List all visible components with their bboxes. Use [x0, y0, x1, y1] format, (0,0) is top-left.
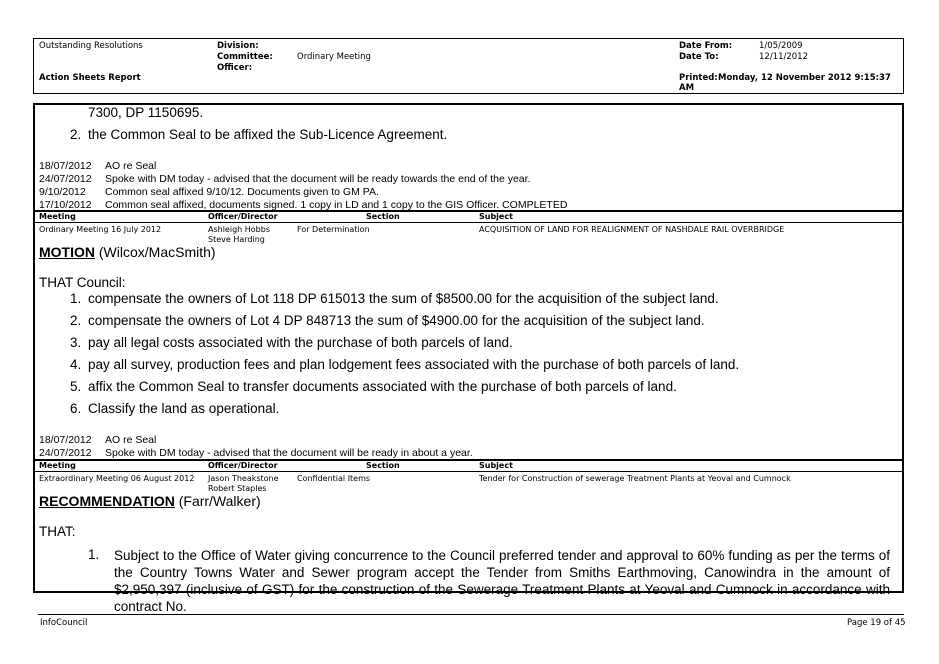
list-item-number: 5.: [70, 379, 82, 394]
note-date: 18/07/2012: [39, 160, 92, 172]
table-header-row: [35, 459, 902, 472]
note-date: 24/07/2012: [39, 447, 92, 459]
committee-label: Committee:: [217, 52, 273, 62]
printed-label: Printed:: [679, 73, 718, 83]
division-label: Division:: [217, 41, 259, 51]
note-text: Spoke with DM today - advised that the document will be ready in about a year.: [105, 447, 473, 459]
list-item: Classify the land as operational.: [88, 401, 280, 416]
subject-cell: ACQUISITION OF LAND FOR REALIGNMENT OF NASHDALE RAIL OVERBRIDGE: [479, 225, 785, 234]
report-header: [33, 38, 904, 94]
note-text: AO re Seal: [105, 160, 157, 172]
note-date: 9/10/2012: [39, 186, 86, 198]
list-item: compensate the owners of Lot 118 DP 615013 the sum of $8500.00 for the acquisition of the subject land.: [88, 291, 719, 306]
note-text: Common seal affixed, documents signed. 1 copy in LD and 1 copy to the GIS Officer. COMPLETED: [105, 199, 568, 211]
column-header-subject: Subject: [479, 461, 513, 470]
carryover-item-number: 2.: [70, 127, 82, 142]
note-text: AO re Seal: [105, 434, 157, 446]
note-date: 17/10/2012: [39, 199, 92, 211]
footer-brand: InfoCouncil: [40, 618, 88, 628]
list-item-number: 6.: [70, 401, 82, 416]
list-item-number: 3.: [70, 335, 82, 350]
column-header-officer: Officer/Director: [208, 461, 278, 470]
list-item: Subject to the Office of Water giving concurrence to the Council preferred tender and approval to 60% funding as per the terms of the Country Towns Water and Sewer program accept the Tender from Smiths Earthmoving, Canowindra in the amount of $2,950,397 (inclusive of GST) for the construction of the Sewerage Treatment Plants at Yeoval and Cumnock in accordance with contract No.: [114, 548, 890, 614]
org-label: Outstanding Resolutions: [39, 41, 143, 51]
motion-heading: [39, 244, 216, 260]
section-cell: For Determination: [297, 225, 370, 234]
committee-value: Ordinary Meeting: [297, 52, 371, 62]
section-cell: Confidential Items: [297, 474, 371, 483]
column-header-section: Section: [366, 461, 400, 470]
motion-heading-label: MOTION: [39, 244, 95, 260]
footer-divider: [38, 614, 904, 615]
recommendation-heading: [39, 493, 261, 509]
carryover-line: 7300, DP 1150695.: [88, 105, 204, 120]
column-header-meeting: Meeting: [39, 212, 76, 221]
recommendation-movers: (Farr/Walker): [174, 493, 261, 509]
note-date: 18/07/2012: [39, 434, 92, 446]
subject-cell: Tender for Construction of sewerage Treatment Plants at Yeoval and Cumnock: [479, 474, 791, 483]
column-header-officer: Officer/Director: [208, 212, 278, 221]
meeting-cell: Extraordinary Meeting 06 August 2012: [39, 474, 195, 483]
list-item-number: 2.: [70, 313, 82, 328]
list-item-number: 4.: [70, 357, 82, 372]
carryover-item-text: the Common Seal to be affixed the Sub-Licence Agreement.: [88, 127, 448, 142]
actions-content: [33, 103, 904, 614]
table-row: [35, 474, 902, 494]
column-header-section: Section: [366, 212, 400, 221]
list-item-number: 1.: [88, 547, 100, 562]
officer-cell-second: Robert Staples: [208, 484, 267, 493]
list-item: affix the Common Seal to transfer documents associated with the purchase of both parcels of land.: [88, 379, 677, 394]
printed-value: Monday, 12 November 2012 9:15:37: [718, 73, 891, 83]
table-header-row: [35, 210, 902, 223]
resolution-intro: THAT Council:: [39, 275, 126, 290]
officer-cell-second: Steve Harding: [208, 235, 265, 244]
officer-label: Officer:: [217, 63, 253, 73]
officer-cell: Ashleigh Hobbs: [208, 225, 271, 234]
note-date: 24/07/2012: [39, 173, 92, 185]
column-header-subject: Subject: [479, 212, 513, 221]
list-item-number: 1.: [70, 291, 82, 306]
list-item: compensate the owners of Lot 4 DP 848713 the sum of $4900.00 for the acquisition of the subject land.: [88, 313, 705, 328]
recommendation-heading-label: RECOMMENDATION: [39, 493, 175, 509]
motion-movers: (Wilcox/MacSmith): [95, 244, 216, 260]
officer-cell: Jason Theakstone: [208, 474, 279, 483]
table-row: [35, 225, 902, 245]
meeting-cell: Ordinary Meeting 16 July 2012: [39, 225, 162, 234]
date-from-label: Date From:: [679, 41, 733, 51]
date-to-label: Date To:: [679, 52, 719, 62]
list-item: pay all legal costs associated with the purchase of both parcels of land.: [88, 335, 513, 350]
recommendation-intro: THAT:: [39, 524, 76, 539]
note-text: Spoke with DM today - advised that the document will be ready towards the end of the year.: [105, 173, 531, 185]
list-item: pay all survey, production fees and plan lodgement fees associated with the purchase of both parcels of land.: [88, 357, 740, 372]
date-from-value: 1/05/2009: [759, 41, 803, 51]
page-number: Page 19 of 45: [847, 618, 906, 628]
date-to-value: 12/11/2012: [759, 52, 808, 62]
report-title: Action Sheets Report: [39, 73, 141, 83]
column-header-meeting: Meeting: [39, 461, 76, 470]
note-text: Common seal affixed 9/10/12. Documents given to GM PA.: [105, 186, 379, 198]
printed-value-cont: AM: [679, 83, 695, 93]
